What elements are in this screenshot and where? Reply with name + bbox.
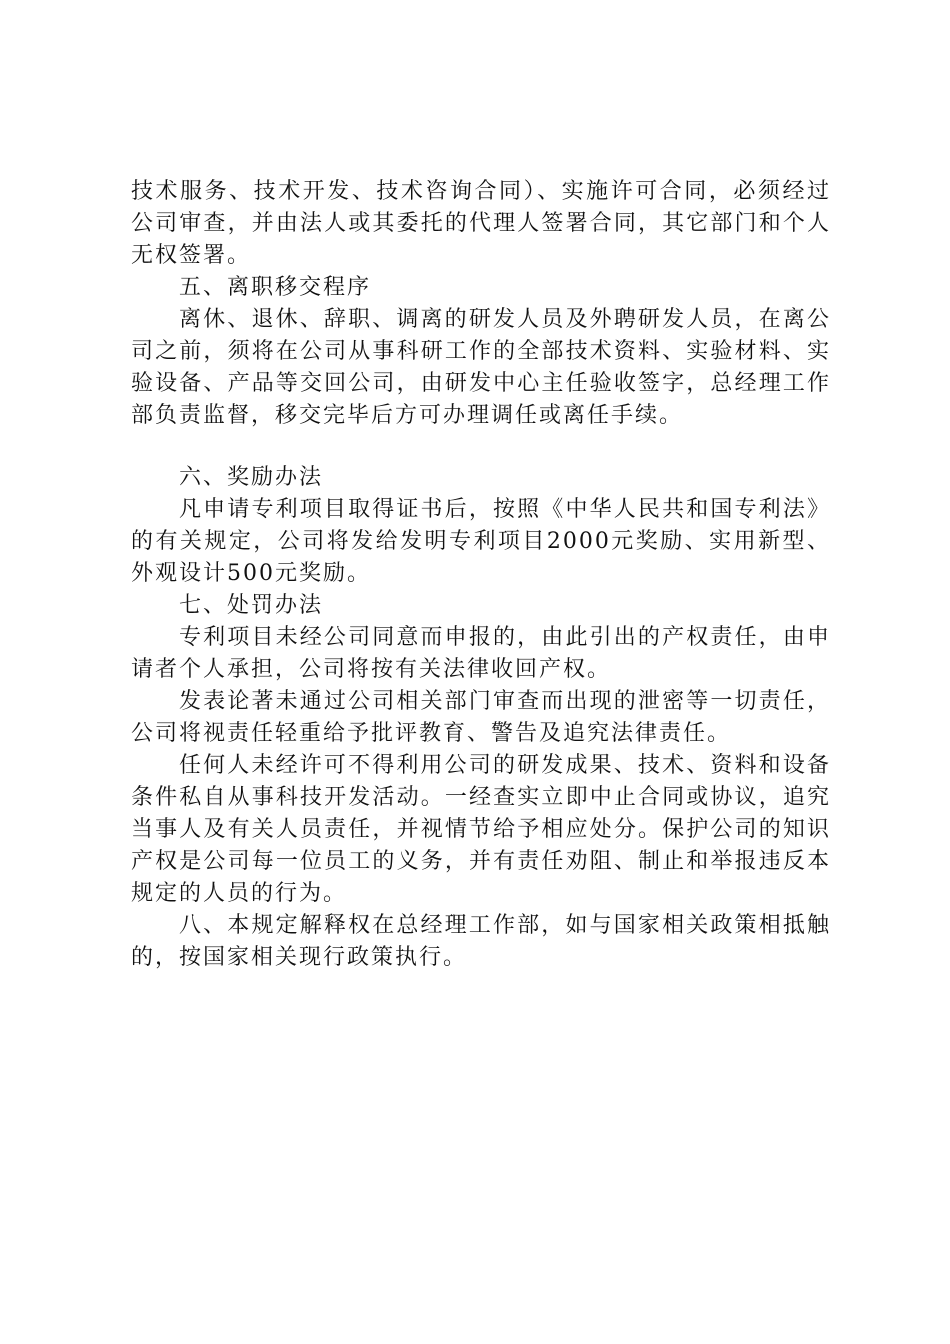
section-heading-handover: 五、离职移交程序 bbox=[179, 275, 372, 300]
section-heading-penalty: 七、处罚办法 bbox=[179, 593, 324, 618]
paragraph-penalty-patent: 专利项目未经公司同意而申报的，由此引出的产权责任，由申请者个人承担，公司将按有关法律收回产权。 bbox=[131, 625, 831, 682]
paragraph-reward: 凡申请专利项目取得证书后，按照《中华人民共和国专利法》的有关规定，公司将发给发明专利项目2000元奖励、实用新型、外观设计500元奖励。 bbox=[131, 497, 831, 586]
paragraph-contracts: 技术服务、技术开发、技术咨询合同）、实施许可合同，必须经过公司审查，并由法人或其委托的代理人签署合同，其它部门和个人无权签署。 bbox=[131, 179, 831, 268]
paragraph-interpretation: 八、本规定解释权在总经理工作部，如与国家相关政策相抵触的，按国家相关现行政策执行。 bbox=[131, 913, 831, 970]
paragraph-handover: 离休、退休、辞职、调离的研发人员及外聘研发人员，在离公司之前，须将在公司从事科研工作的全部技术资料、实验材料、实验设备、产品等交回公司，由研发中心主任验收签字，总经理工作部负责监督，移交完毕后方可办理调任或离任手续。 bbox=[131, 307, 831, 428]
document-page bbox=[131, 176, 831, 974]
paragraph-penalty-publication: 发表论著未通过公司相关部门审查而出现的泄密等一切责任，公司将视责任轻重给予批评教育、警告及追究法律责任。 bbox=[131, 689, 831, 746]
paragraph-penalty-unauthorized-use: 任何人未经许可不得利用公司的研发成果、技术、资料和设备条件私自从事科技开发活动。一经查实立即中止合同或协议，追究当事人及有关人员责任，并视情节给予相应处分。保护公司的知识产权是公司每一位员工的义务，并有责任劝阻、制止和举报违反本规定的人员的行为。 bbox=[131, 753, 831, 906]
paragraph-spacer bbox=[131, 432, 831, 462]
section-heading-reward: 六、奖励办法 bbox=[179, 465, 324, 490]
